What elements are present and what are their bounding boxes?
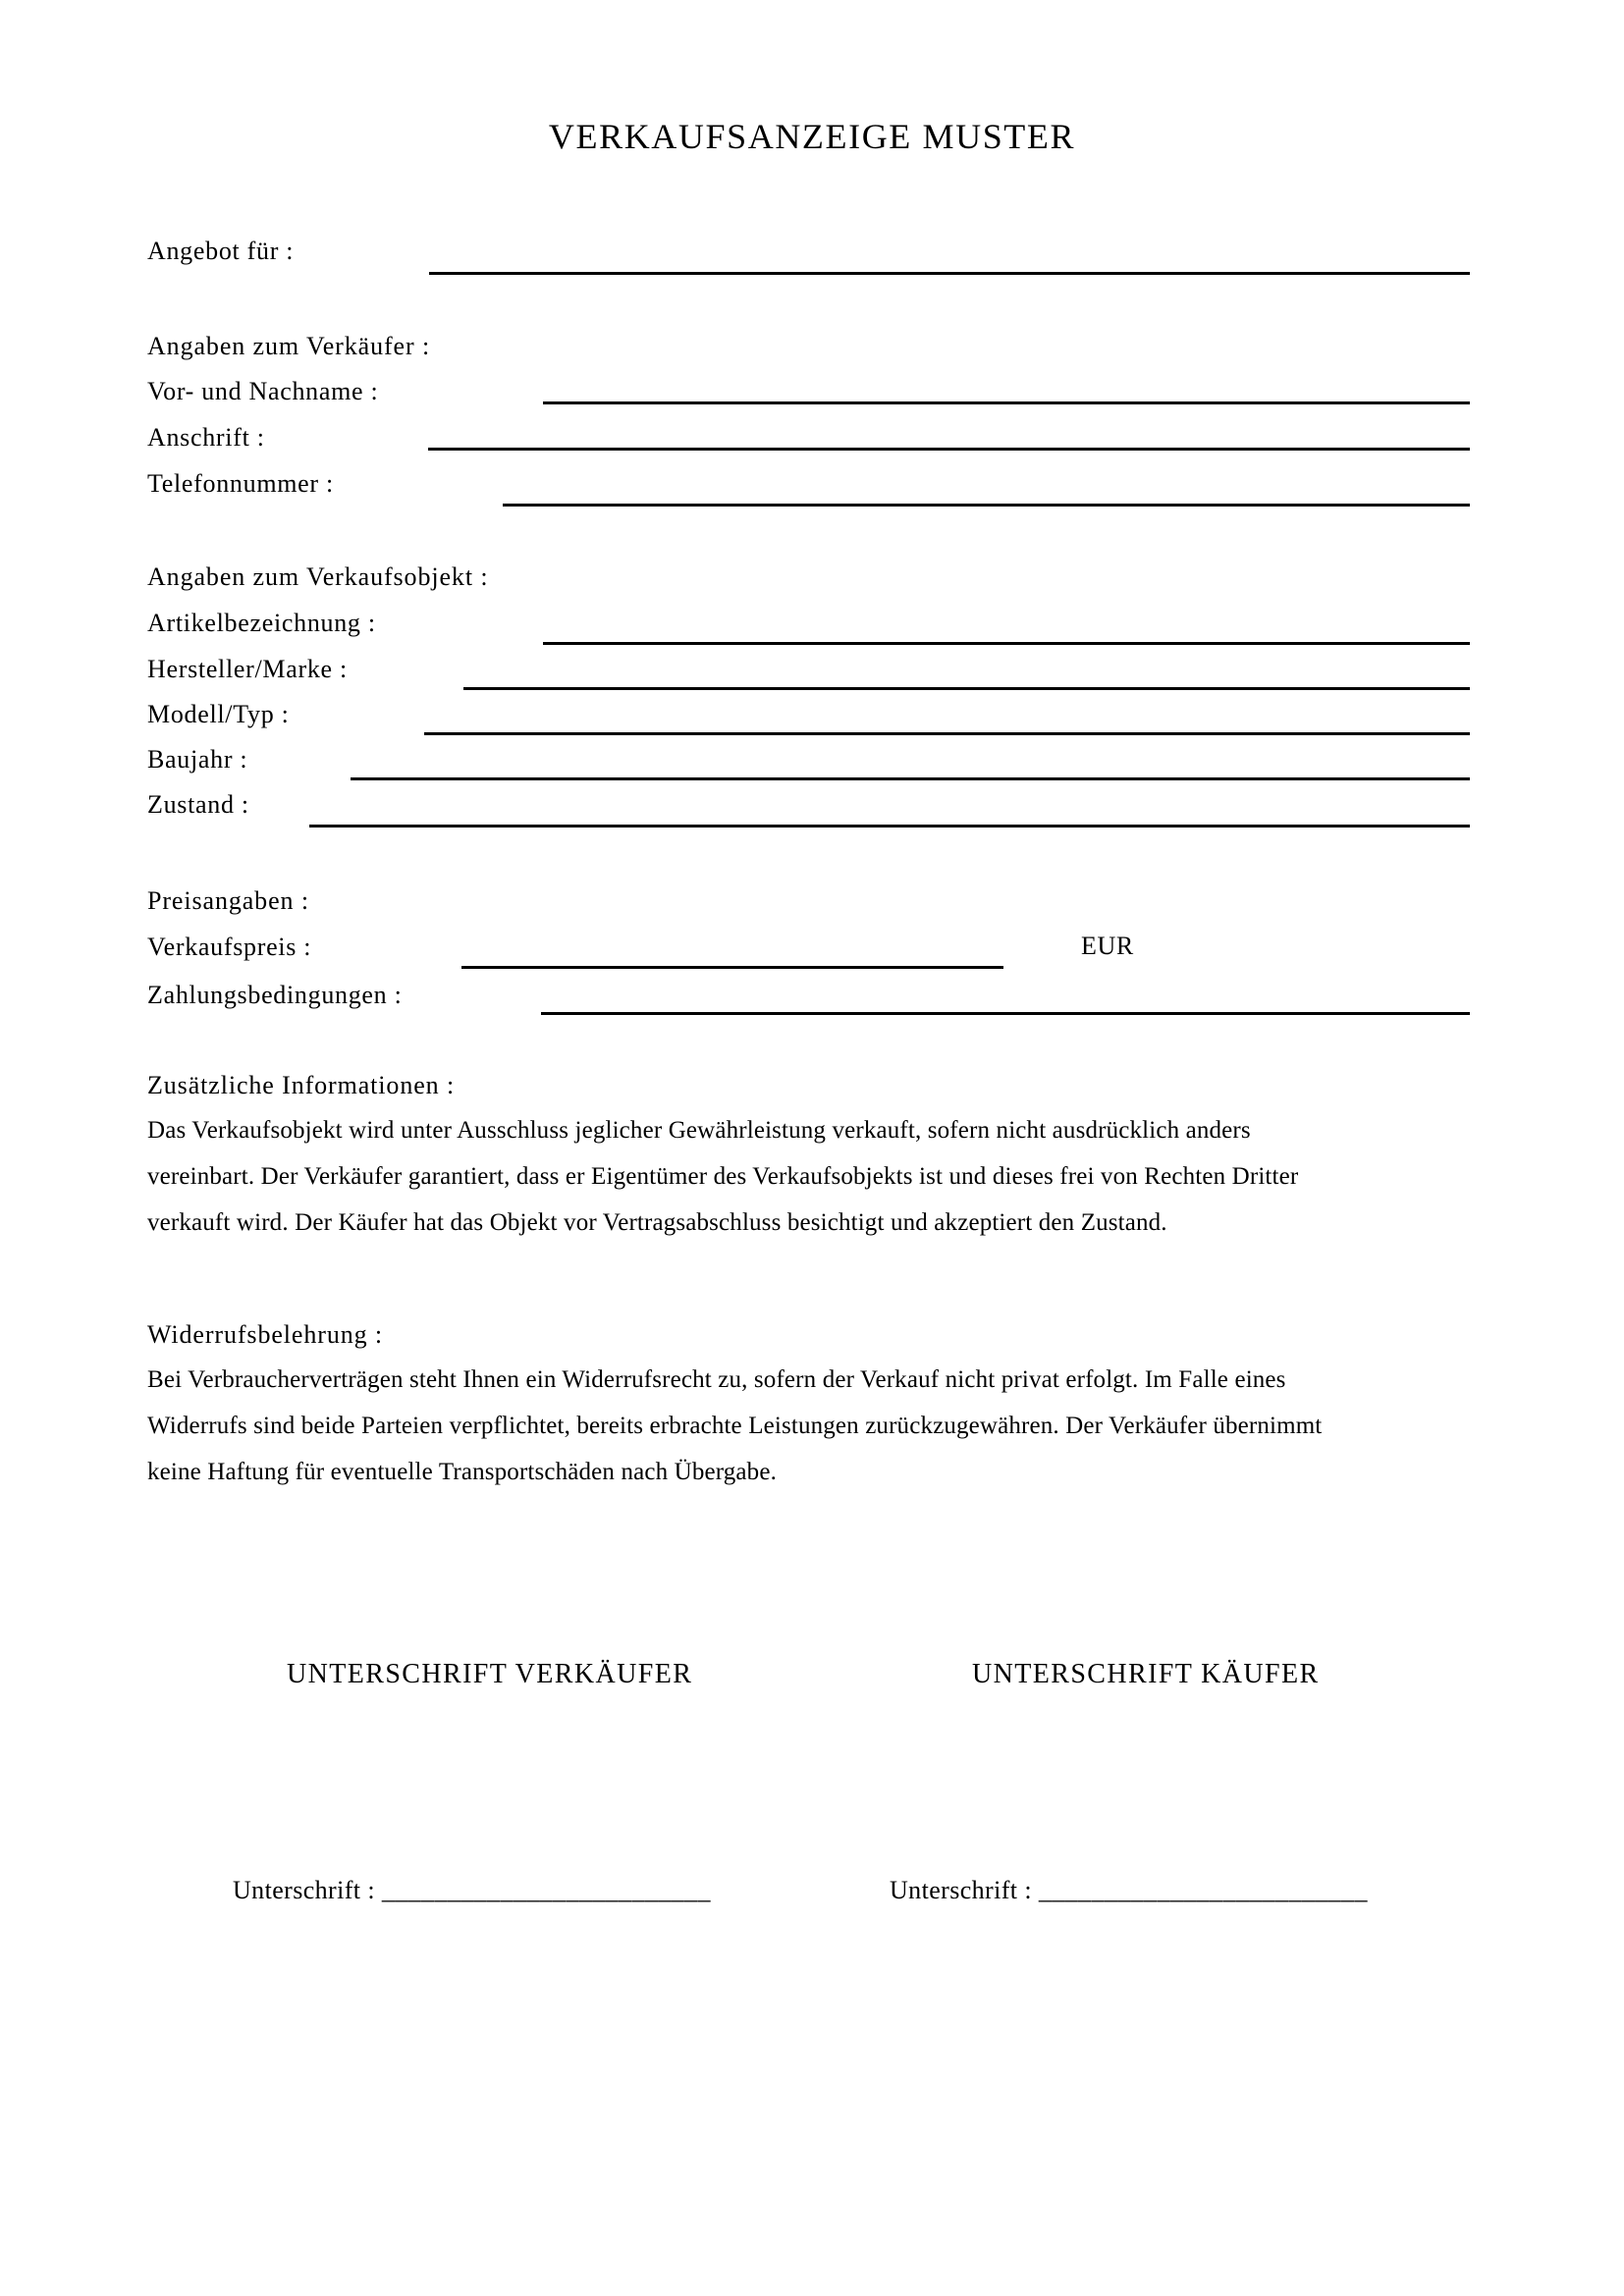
paragraph-line: Das Verkaufsobjekt wird unter Ausschluss jeglicher Gewährleistung verkauft, sofern nicht ausdrücklich anders — [147, 1117, 1251, 1144]
page-title: VERKAUFSANZEIGE MUSTER — [548, 117, 1076, 156]
paragraph-additional-info — [147, 1107, 1471, 1246]
label-baujahr: Baujahr : — [147, 745, 248, 774]
input-line-anschrift[interactable] — [428, 448, 1470, 451]
label-verkaufspreis: Verkaufspreis : — [147, 933, 312, 961]
input-line-baujahr[interactable] — [351, 777, 1470, 780]
heading-object-section: Angaben zum Verkaufsobjekt : — [147, 562, 489, 591]
heading-signature-seller: UNTERSCHRIFT VERKÄUFER — [287, 1659, 693, 1689]
paragraph-line: Bei Verbraucherverträgen steht Ihnen ein Widerrufsrecht zu, sofern der Verkauf nicht privat erfolgt. Im Falle eines — [147, 1366, 1286, 1393]
input-line-verkaufspreis[interactable] — [461, 966, 1003, 969]
label-angebot-fuer: Angebot für : — [147, 237, 295, 265]
input-line-artikelbezeichnung[interactable] — [543, 642, 1470, 645]
label-telefonnummer: Telefonnummer : — [147, 469, 334, 498]
input-line-zahlungsbedingungen[interactable] — [541, 1012, 1470, 1015]
input-line-hersteller-marke[interactable] — [463, 687, 1470, 690]
input-line-telefonnummer[interactable] — [503, 504, 1470, 507]
label-zahlungsbedingungen: Zahlungsbedingungen : — [147, 981, 403, 1009]
label-artikelbezeichnung: Artikelbezeichnung : — [147, 609, 376, 637]
signature-field-buyer[interactable]: Unterschrift : _________________________ — [890, 1876, 1368, 1904]
heading-additional-info: Zusätzliche Informationen : — [147, 1071, 456, 1099]
label-anschrift: Anschrift : — [147, 423, 265, 452]
heading-seller-section: Angaben zum Verkäufer : — [147, 332, 431, 360]
paragraph-withdrawal-info — [147, 1357, 1471, 1495]
paragraph-line: keine Haftung für eventuelle Transportschäden nach Übergabe. — [147, 1459, 777, 1485]
label-modell-typ: Modell/Typ : — [147, 700, 290, 728]
label-zustand: Zustand : — [147, 790, 249, 819]
paragraph-line: vereinbart. Der Verkäufer garantiert, dass er Eigentümer des Verkaufsobjekts ist und dieses frei von Rechten Dritter — [147, 1163, 1299, 1190]
input-line-angebot-fuer[interactable] — [429, 272, 1470, 275]
label-hersteller-marke: Hersteller/Marke : — [147, 655, 348, 683]
heading-signature-buyer: UNTERSCHRIFT KÄUFER — [972, 1659, 1320, 1689]
heading-withdrawal-info: Widerrufsbelehrung : — [147, 1320, 384, 1349]
heading-price-section: Preisangaben : — [147, 886, 309, 915]
paragraph-line: verkauft wird. Der Käufer hat das Objekt vor Vertragsabschluss besichtigt und akzeptiert den Zustand. — [147, 1209, 1167, 1236]
input-line-vor-und-nachname[interactable] — [543, 401, 1470, 404]
paragraph-line: Widerrufs sind beide Parteien verpflichtet, bereits erbrachte Leistungen zurückzugewähren. Der Verkäufer übernimmt — [147, 1413, 1323, 1439]
input-line-modell-typ[interactable] — [424, 732, 1470, 735]
input-line-zustand[interactable] — [309, 825, 1470, 828]
label-vor-und-nachname: Vor- und Nachname : — [147, 377, 379, 405]
signature-field-seller[interactable]: Unterschrift : _________________________ — [233, 1876, 711, 1904]
currency-label-eur: EUR — [1081, 932, 1134, 960]
